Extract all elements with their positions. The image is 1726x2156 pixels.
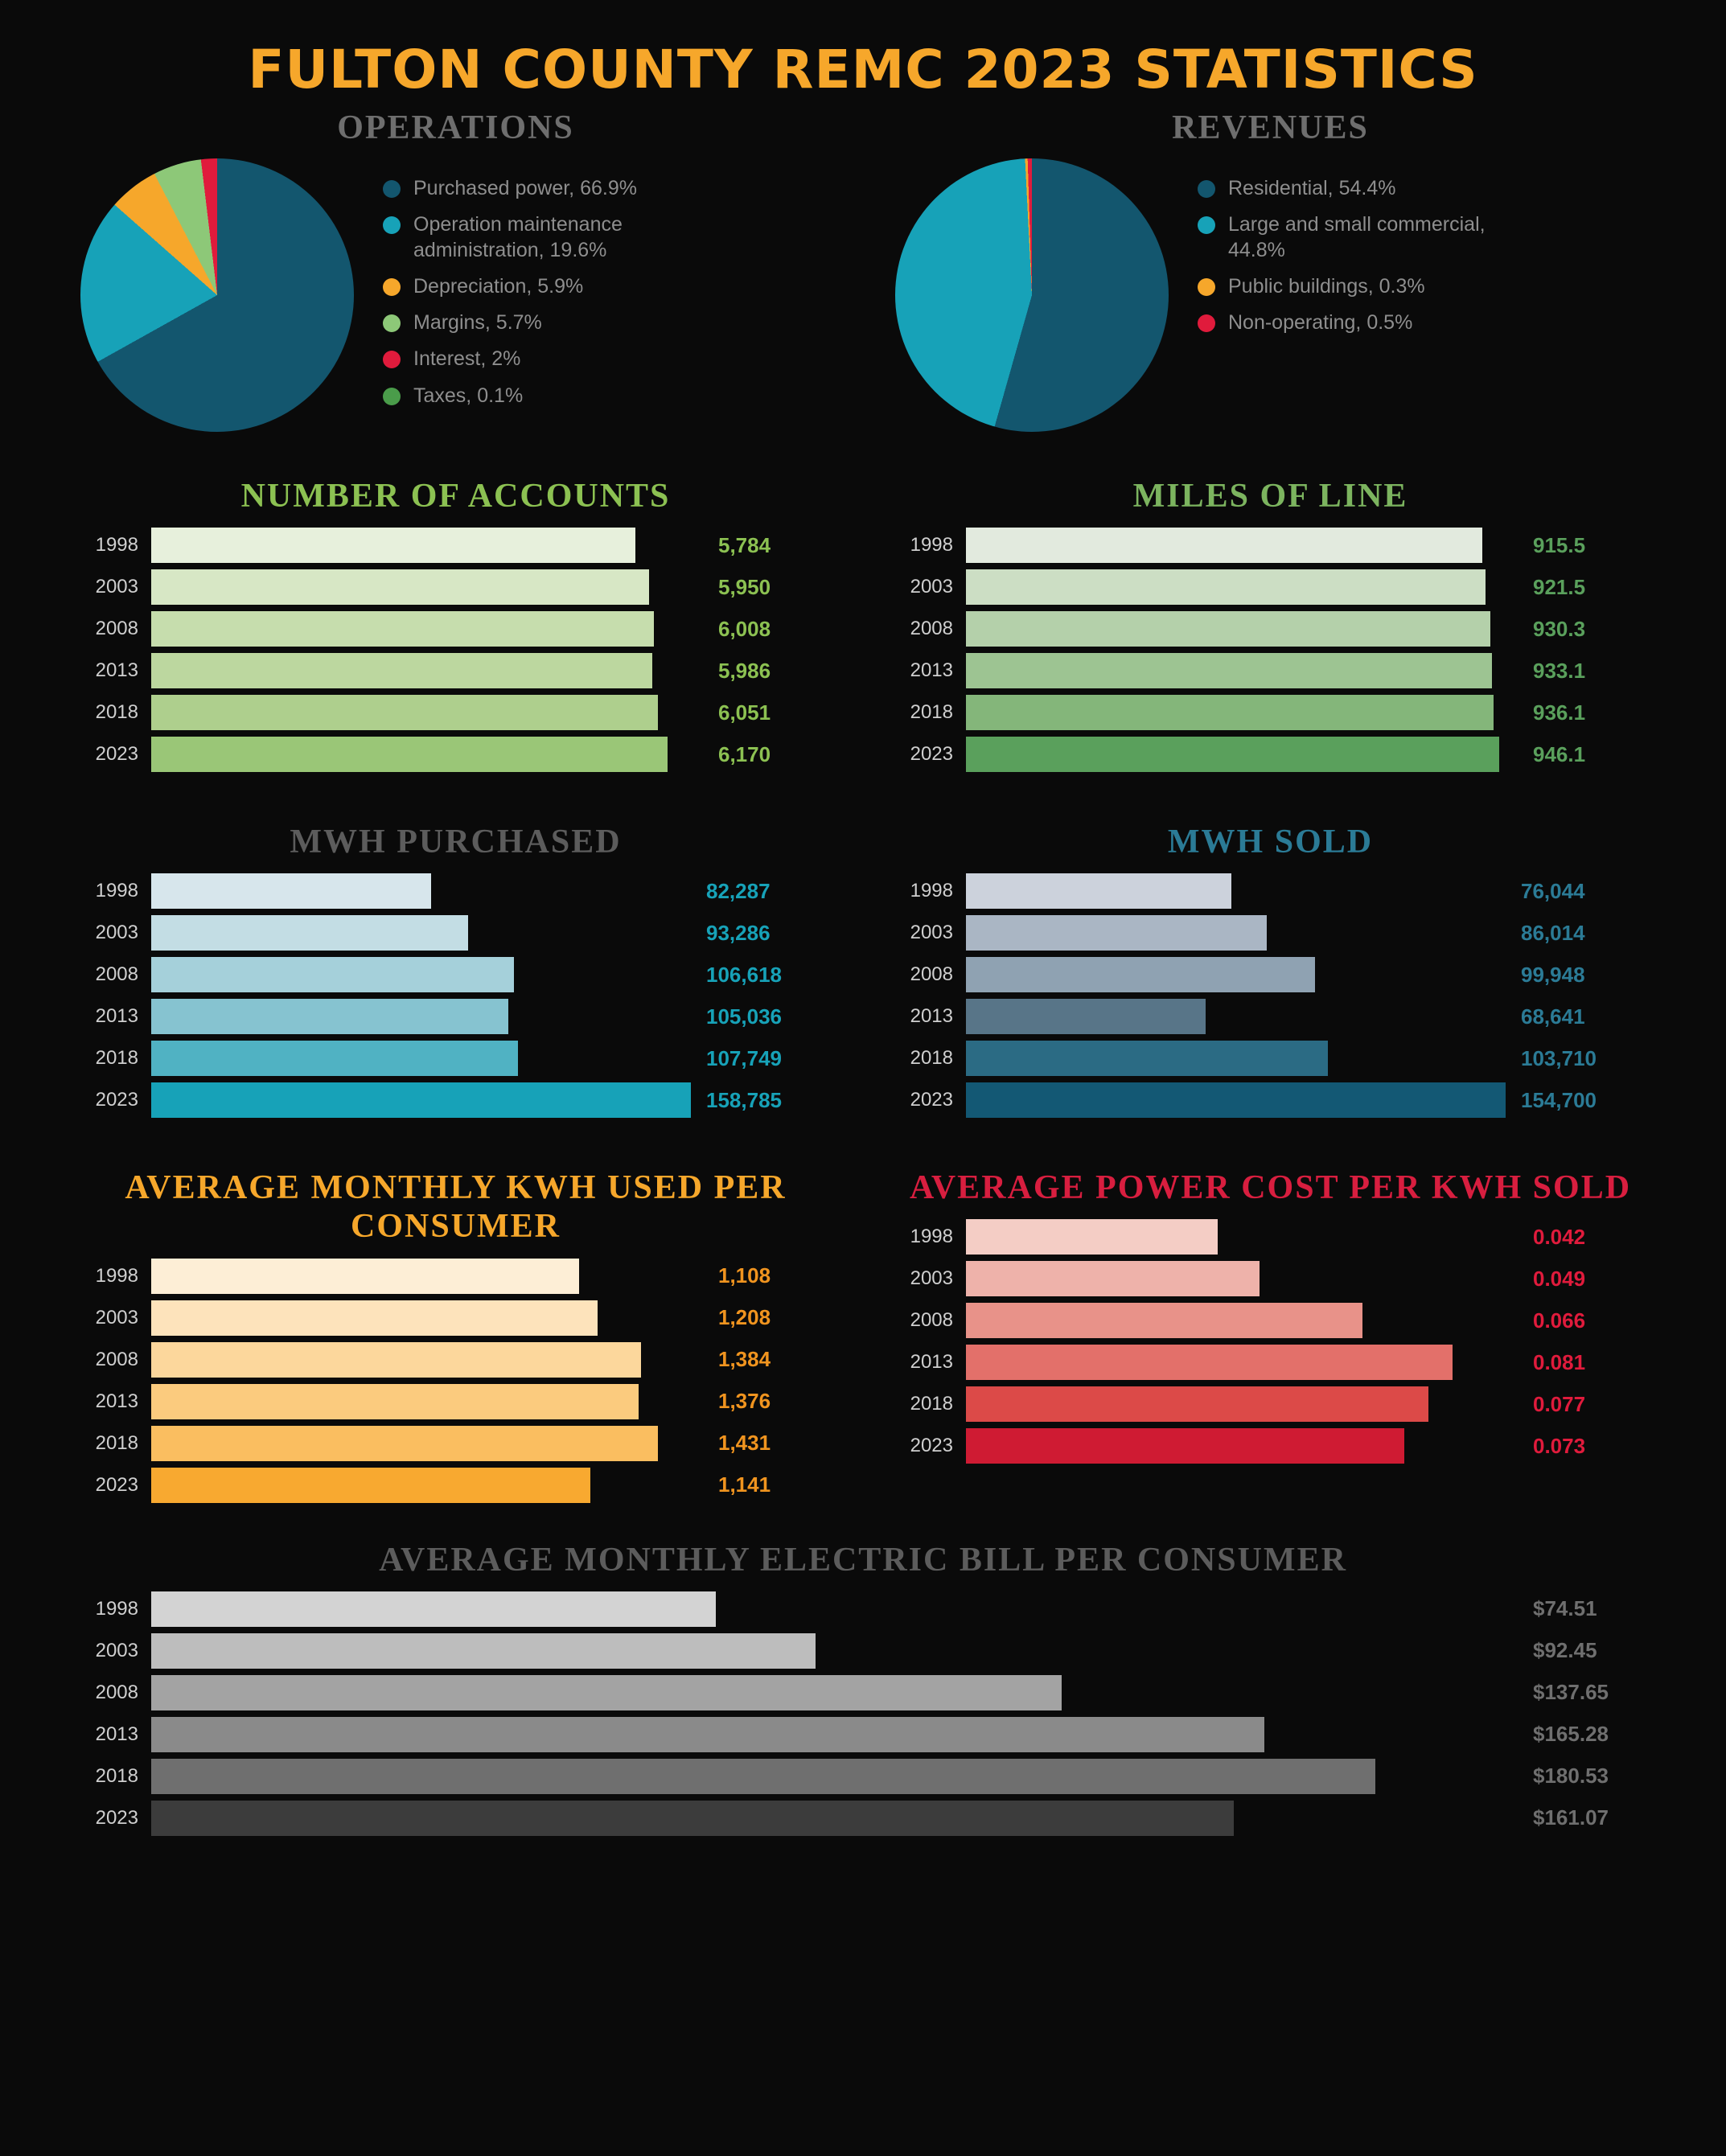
bar-fill <box>966 1386 1428 1422</box>
bar-year-label: 2003 <box>910 576 953 598</box>
operations-title: OPERATIONS <box>337 109 574 146</box>
legend-label: Large and small commercial, 44.8% <box>1228 213 1486 261</box>
bar-value-label: 0.066 <box>1533 1308 1586 1333</box>
bar-value-label: 5,986 <box>718 658 771 683</box>
bar-year-label: 2023 <box>910 1435 953 1457</box>
bar-fill <box>151 957 514 992</box>
bar-row <box>879 610 1662 647</box>
bar-year-label: 2023 <box>95 1473 138 1496</box>
legend-dot-icon <box>1198 216 1215 234</box>
bar-fill <box>966 915 1267 951</box>
bar-fill <box>151 1259 579 1294</box>
legend-item <box>383 310 721 335</box>
avg-monthly-kwh-chart <box>48 1168 863 1509</box>
legend-dot-icon <box>383 216 401 234</box>
legend-item <box>1198 274 1535 299</box>
bar-fill <box>151 915 468 951</box>
legend-item <box>1198 212 1535 263</box>
bar-track <box>966 1303 1518 1338</box>
bar-fill <box>151 1633 816 1669</box>
legend-label: Non-operating, 0.5% <box>1228 311 1413 334</box>
bar-fill <box>151 695 658 730</box>
operations-legend <box>383 176 721 420</box>
bar-year-label: 2013 <box>95 1390 138 1412</box>
bar-row <box>879 873 1662 910</box>
bar-year-label: 2018 <box>910 701 953 723</box>
avg-monthly-bill-chart <box>48 1541 1678 1837</box>
bar-year-label: 2003 <box>910 1267 953 1290</box>
legend-item <box>383 212 721 263</box>
bar-fill <box>966 528 1482 563</box>
bar-fill <box>966 1041 1328 1076</box>
bar-value-label: 106,618 <box>706 962 782 987</box>
bar-value-label: 158,785 <box>706 1087 782 1112</box>
bar-fill <box>966 999 1206 1034</box>
bar-track <box>966 1428 1518 1464</box>
bar-value-label: 0.073 <box>1533 1433 1586 1458</box>
bar-row <box>879 1082 1662 1119</box>
bar-value-label: 68,641 <box>1521 1004 1585 1029</box>
bar-row <box>64 1467 847 1504</box>
bar-track <box>151 1082 692 1118</box>
bar-row <box>879 1344 1662 1381</box>
bar-value-label: 0.081 <box>1533 1349 1586 1374</box>
bar-value-label: 5,784 <box>718 532 771 557</box>
bar-year-label: 2003 <box>910 922 953 943</box>
bar-fill <box>151 1342 641 1378</box>
bar-year-label: 2013 <box>910 1351 953 1374</box>
bar-row <box>64 652 847 689</box>
bar-fill <box>151 611 654 647</box>
bar-track <box>966 611 1518 647</box>
legend-dot-icon <box>383 388 401 405</box>
bar-year-label: 2013 <box>95 1005 138 1027</box>
bar-year-label: 2023 <box>910 743 953 765</box>
bar-track <box>151 1468 704 1503</box>
revenues-legend <box>1198 176 1535 347</box>
bar-year-label: 2008 <box>95 1348 138 1370</box>
bar-year-label: 2003 <box>95 1639 138 1661</box>
bar-track <box>151 1300 704 1336</box>
bar-row <box>64 736 847 773</box>
bar-value-label: 6,051 <box>718 700 771 725</box>
bar-row <box>64 1383 847 1420</box>
bar-fill <box>966 1082 1506 1118</box>
legend-item <box>1198 310 1535 335</box>
bar-fill <box>151 999 508 1034</box>
bar-value-label: 933.1 <box>1533 658 1586 683</box>
mwh-row <box>48 823 1678 1123</box>
bar-fill <box>966 611 1490 647</box>
legend-dot-icon <box>383 314 401 332</box>
bar-year-label: 1998 <box>910 1226 953 1248</box>
legend-label: Operation maintenance administration, 19.6% <box>413 213 623 261</box>
bar-value-label: 1,384 <box>718 1347 771 1372</box>
bar-value-label: 915.5 <box>1533 532 1586 557</box>
bar-fill <box>151 1759 1375 1794</box>
legend-item <box>383 384 721 409</box>
bar-year-label: 2018 <box>95 1764 138 1787</box>
bar-year-label: 1998 <box>95 534 138 556</box>
operations-pie-section <box>48 109 863 432</box>
legend-item <box>383 274 721 299</box>
miles-of-line-chart <box>863 477 1678 778</box>
bar-value-label: 93,286 <box>706 920 771 945</box>
bar-value-label: 5,950 <box>718 574 771 599</box>
bar-value-label: 0.042 <box>1533 1224 1586 1249</box>
bar-row <box>64 914 847 951</box>
miles-of-line-title: MILES OF LINE <box>1132 478 1408 515</box>
bar-track <box>966 653 1518 688</box>
bar-fill <box>151 1468 590 1503</box>
bar-year-label: 1998 <box>910 880 953 901</box>
bar-track <box>966 999 1506 1034</box>
bar-row <box>879 694 1662 731</box>
bar-row <box>64 1632 1662 1669</box>
bar-value-label: 107,749 <box>706 1045 782 1070</box>
bar-row <box>64 1341 847 1378</box>
bar-row <box>64 1258 847 1295</box>
bar-year-label: 1998 <box>95 1597 138 1620</box>
bar-track <box>151 653 704 688</box>
bar-value-label: 946.1 <box>1533 741 1586 766</box>
bar-year-label: 2018 <box>95 1431 138 1454</box>
bar-row <box>64 1591 1662 1628</box>
bar-fill <box>966 569 1486 605</box>
legend-item <box>383 176 721 201</box>
bar-row <box>64 1300 847 1337</box>
bar-track <box>966 1219 1518 1255</box>
bar-value-label: 103,710 <box>1521 1045 1597 1070</box>
bar-row <box>64 1082 847 1119</box>
bar-row <box>64 998 847 1035</box>
bar-row <box>64 1040 847 1077</box>
bar-row <box>879 1302 1662 1339</box>
bar-year-label: 1998 <box>95 1264 138 1287</box>
bar-fill <box>966 653 1492 688</box>
bar-track <box>151 1342 704 1378</box>
bar-track <box>966 528 1518 563</box>
bar-track <box>151 695 704 730</box>
pie-charts-row <box>48 109 1678 432</box>
bar-rows <box>64 1591 1662 1837</box>
legend-dot-icon <box>383 351 401 368</box>
bar-fill <box>151 1717 1264 1752</box>
bar-value-label: 99,948 <box>1521 962 1585 987</box>
bar-value-label: 6,170 <box>718 741 771 766</box>
bar-year-label: 2003 <box>95 576 138 598</box>
bar-value-label: 1,141 <box>718 1472 771 1497</box>
bar-row <box>879 1386 1662 1423</box>
bar-value-label: 6,008 <box>718 616 771 641</box>
bar-fill <box>151 873 431 909</box>
bar-rows <box>879 1218 1662 1464</box>
avg-power-cost-title: AVERAGE POWER COST PER KWH SOLD <box>909 1169 1632 1206</box>
bar-year-label: 2023 <box>910 1089 953 1111</box>
bar-fill <box>151 528 635 563</box>
bar-year-label: 2023 <box>95 1806 138 1829</box>
legend-dot-icon <box>383 180 401 198</box>
bar-row <box>879 569 1662 606</box>
bar-row <box>64 527 847 564</box>
bar-fill <box>966 1219 1218 1255</box>
bar-value-label: $74.51 <box>1533 1596 1597 1621</box>
legend-label: Taxes, 0.1% <box>413 384 524 407</box>
bar-value-label: $137.65 <box>1533 1680 1609 1705</box>
bar-year-label: 2008 <box>910 1309 953 1332</box>
bar-value-label: 1,376 <box>718 1389 771 1414</box>
bar-year-label: 2013 <box>95 659 138 681</box>
bar-track <box>966 569 1518 605</box>
bar-value-label: 105,036 <box>706 1004 782 1029</box>
mwh-purchased-chart <box>48 823 863 1123</box>
bar-year-label: 2008 <box>910 963 953 985</box>
bar-value-label: 1,431 <box>718 1431 771 1456</box>
kwh-powercost-row <box>48 1168 1678 1509</box>
bar-track <box>151 1384 704 1419</box>
bar-rows <box>64 1258 847 1504</box>
legend-item <box>383 347 721 372</box>
bar-row <box>64 569 847 606</box>
bar-value-label: 86,014 <box>1521 920 1585 945</box>
bar-track <box>151 873 692 909</box>
bar-row <box>64 1425 847 1462</box>
bar-row <box>879 914 1662 951</box>
bar-row <box>879 998 1662 1035</box>
bar-fill <box>151 737 668 772</box>
bar-year-label: 1998 <box>95 880 138 901</box>
bar-year-label: 2003 <box>95 1306 138 1329</box>
number-of-accounts-title: NUMBER OF ACCOUNTS <box>240 478 671 515</box>
legend-item <box>1198 176 1535 201</box>
bar-year-label: 2008 <box>95 618 138 639</box>
bar-value-label: 82,287 <box>706 878 771 903</box>
bar-year-label: 1998 <box>910 534 953 556</box>
bar-row <box>64 610 847 647</box>
bar-fill <box>966 695 1494 730</box>
bar-fill <box>151 653 652 688</box>
bar-year-label: 2018 <box>910 1047 953 1069</box>
bar-fill <box>151 1082 691 1118</box>
bar-track <box>151 1675 1518 1710</box>
bar-track <box>966 1041 1506 1076</box>
bar-fill <box>151 1384 639 1419</box>
legend-dot-icon <box>1198 180 1215 198</box>
bar-track <box>151 569 704 605</box>
bar-row <box>879 527 1662 564</box>
bar-row <box>64 1716 1662 1753</box>
bar-value-label: 0.049 <box>1533 1266 1586 1291</box>
bar-track <box>966 695 1518 730</box>
bar-row <box>64 873 847 910</box>
mwh-sold-chart <box>863 823 1678 1123</box>
bar-row <box>64 1758 1662 1795</box>
bar-track <box>151 1801 1518 1836</box>
bar-row <box>879 1040 1662 1077</box>
bar-value-label: 76,044 <box>1521 878 1585 903</box>
bar-row <box>879 1427 1662 1464</box>
bar-value-label: $161.07 <box>1533 1805 1609 1830</box>
legend-dot-icon <box>1198 278 1215 296</box>
avg-monthly-bill-title: AVERAGE MONTHLY ELECTRIC BILL PER CONSUMER <box>379 1541 1347 1579</box>
bar-track <box>151 1426 704 1461</box>
bar-track <box>966 1261 1518 1296</box>
bar-value-label: 1,208 <box>718 1305 771 1330</box>
bar-value-label: 936.1 <box>1533 700 1586 725</box>
bar-track <box>966 1345 1518 1380</box>
bar-row <box>64 1800 1662 1837</box>
bar-track <box>151 528 704 563</box>
bar-fill <box>151 1801 1234 1836</box>
bar-track <box>966 915 1506 951</box>
bar-fill <box>966 1303 1362 1338</box>
bar-track <box>151 611 704 647</box>
revenues-pie-section <box>863 109 1678 432</box>
bar-value-label: 930.3 <box>1533 616 1586 641</box>
bar-rows <box>879 873 1662 1119</box>
bar-year-label: 2008 <box>95 963 138 985</box>
bar-track <box>966 1386 1518 1422</box>
bar-track <box>151 1759 1518 1794</box>
bar-rows <box>64 873 847 1119</box>
bar-fill <box>151 1041 518 1076</box>
bar-fill <box>151 1300 598 1336</box>
bar-track <box>966 957 1506 992</box>
operations-pie <box>80 158 354 432</box>
bar-row <box>879 956 1662 993</box>
bar-fill <box>966 737 1499 772</box>
legend-dot-icon <box>383 278 401 296</box>
bar-track <box>151 957 692 992</box>
bar-year-label: 2023 <box>95 743 138 765</box>
legend-label: Public buildings, 0.3% <box>1228 274 1425 298</box>
bar-year-label: 2018 <box>95 701 138 723</box>
bar-track <box>966 873 1506 909</box>
bar-fill <box>966 873 1231 909</box>
bar-track <box>151 1591 1518 1627</box>
bar-year-label: 2008 <box>910 618 953 639</box>
bar-track <box>966 737 1518 772</box>
legend-label: Interest, 2% <box>413 347 521 371</box>
bar-year-label: 2018 <box>910 1393 953 1415</box>
bar-value-label: 0.077 <box>1533 1391 1586 1416</box>
bar-value-label: 921.5 <box>1533 574 1586 599</box>
bar-value-label: 154,700 <box>1521 1087 1597 1112</box>
bar-row <box>879 1218 1662 1255</box>
bar-row <box>879 652 1662 689</box>
bar-fill <box>966 1428 1404 1464</box>
bar-value-label: 1,108 <box>718 1263 771 1288</box>
mwh-purchased-title: MWH PURCHASED <box>290 823 622 860</box>
revenues-pie <box>895 158 1169 432</box>
mwh-sold-title: MWH SOLD <box>1167 823 1374 860</box>
revenues-title: REVENUES <box>1172 109 1369 146</box>
accounts-miles-row <box>48 477 1678 778</box>
bar-row <box>64 694 847 731</box>
bar-rows <box>879 527 1662 773</box>
legend-label: Margins, 5.7% <box>413 311 542 334</box>
bar-year-label: 2013 <box>910 659 953 681</box>
bar-fill <box>151 1675 1062 1710</box>
bar-track <box>151 1041 692 1076</box>
bar-year-label: 2018 <box>95 1047 138 1069</box>
bar-fill <box>151 569 649 605</box>
bar-row <box>879 736 1662 773</box>
bar-fill <box>151 1591 716 1627</box>
bar-year-label: 2013 <box>95 1723 138 1745</box>
bar-track <box>151 1259 704 1294</box>
bar-row <box>64 956 847 993</box>
bar-fill <box>966 1345 1453 1380</box>
legend-label: Depreciation, 5.9% <box>413 274 584 298</box>
bar-fill <box>966 957 1315 992</box>
bar-track <box>151 915 692 951</box>
bar-fill <box>151 1426 658 1461</box>
legend-label: Purchased power, 66.9% <box>413 177 637 199</box>
bar-value-label: $92.45 <box>1533 1638 1597 1663</box>
avg-power-cost-chart <box>863 1168 1678 1509</box>
legend-label: Residential, 54.4% <box>1228 177 1396 199</box>
bar-track <box>966 1082 1506 1118</box>
bar-year-label: 2013 <box>910 1005 953 1027</box>
bar-year-label: 2023 <box>95 1089 138 1111</box>
bar-row <box>64 1674 1662 1711</box>
number-of-accounts-chart <box>48 477 863 778</box>
bar-value-label: $180.53 <box>1533 1764 1609 1788</box>
avg-monthly-kwh-title: AVERAGE MONTHLY KWH USED PER CONSUMER <box>125 1169 787 1246</box>
bar-year-label: 2008 <box>95 1681 138 1703</box>
bar-row <box>879 1260 1662 1297</box>
bar-fill <box>966 1261 1260 1296</box>
bar-track <box>151 1717 1518 1752</box>
legend-dot-icon <box>1198 314 1215 332</box>
bar-track <box>151 737 704 772</box>
bar-track <box>151 1633 1518 1669</box>
page-title: FULTON COUNTY REMC 2023 STATISTICS <box>248 39 1478 101</box>
bar-rows <box>64 527 847 773</box>
bar-value-label: $165.28 <box>1533 1722 1609 1747</box>
bar-year-label: 2003 <box>95 922 138 943</box>
bar-track <box>151 999 692 1034</box>
